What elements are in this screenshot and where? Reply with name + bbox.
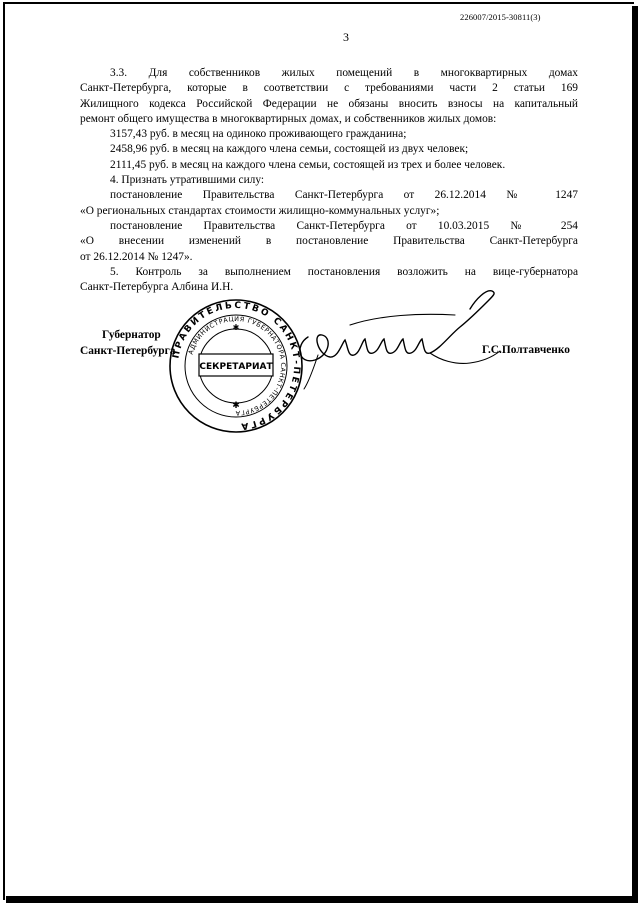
signatory-title-line-2: Санкт-Петербурга	[80, 344, 176, 357]
paragraph-3-3-line-4: ремонт общего имущества в многоквартирных домах, и собственников жилых домов:	[80, 112, 497, 125]
paragraph-4-item-2-line-1: постановление Правительства Санкт-Петербурга от 10.03.2015 № 254	[110, 219, 578, 232]
signatory-name: Г.С.Полтавченко	[482, 344, 570, 356]
paragraph-4-item-2-line-3: от 26.12.2014 № 1247».	[80, 250, 193, 263]
seal-inner-lettering: АДМИНИСТРАЦИЯ ГУБЕРНАТОРА САНКТ-ПЕТЕРБУРГА	[186, 314, 288, 418]
page-shadow-bottom	[6, 896, 638, 903]
paragraph-4-heading: 4. Признать утратившими силу:	[110, 174, 265, 187]
paragraph-3-3-line-3: Жилищного кодекса Российской Федерации не обязаны вносить взносы на капитальный	[80, 97, 578, 110]
paragraph-4-item-2-line-2: «О внесении изменений в постановление Правительства Санкт-Петербурга	[80, 235, 578, 248]
document-id: 226007/2015-30811(3)	[460, 12, 541, 22]
svg-text:✱: ✱	[232, 323, 240, 332]
paragraph-3-3-line-1: 3.3. Для собственников жилых помещений в многоквартирных домах	[110, 67, 578, 79]
paragraph-4-item-1-line-2: «О региональных стандартах стоимости жилищно-коммунальных услуг»;	[80, 204, 440, 217]
paragraph-5-line-2: Санкт-Петербурга Албина И.Н.	[80, 281, 234, 294]
paragraph-5-line-1: 5. Контроль за выполнением постановления возложить на вице-губернатора	[110, 265, 578, 278]
paragraph-3-3-line-2: Санкт-Петербурга, которые в соответствии с требованиями части 2 статьи 169	[80, 82, 578, 95]
amount-three-plus: 2111,45 руб. в месяц на каждого члена семьи, состоящей из трех и более человек.	[110, 158, 506, 171]
seal-outer-lettering: ПРАВИТЕЛЬСТВО САНКТ-ПЕТЕРБУРГА	[171, 300, 302, 432]
signatory-title-line-1: Губернатор	[102, 329, 161, 341]
page-shadow-right	[632, 6, 638, 902]
document-body	[80, 66, 578, 295]
amount-single: 3157,43 руб. в месяц на одиноко проживающего гражданина;	[110, 128, 407, 141]
svg-text:✱: ✱	[232, 401, 240, 411]
official-seal-stamp	[166, 296, 306, 436]
amount-two-person: 2458,96 руб. в месяц на каждого члена семьи, состоящей из двух человек;	[110, 143, 469, 156]
handwritten-signature	[290, 285, 505, 395]
seal-center-lettering: СЕКРЕТАРИАТ	[199, 362, 273, 372]
paragraph-4-item-1-line-1: постановление Правительства Санкт-Петербурга от 26.12.2014 № 1247	[110, 189, 578, 202]
page-number: 3	[343, 30, 349, 44]
